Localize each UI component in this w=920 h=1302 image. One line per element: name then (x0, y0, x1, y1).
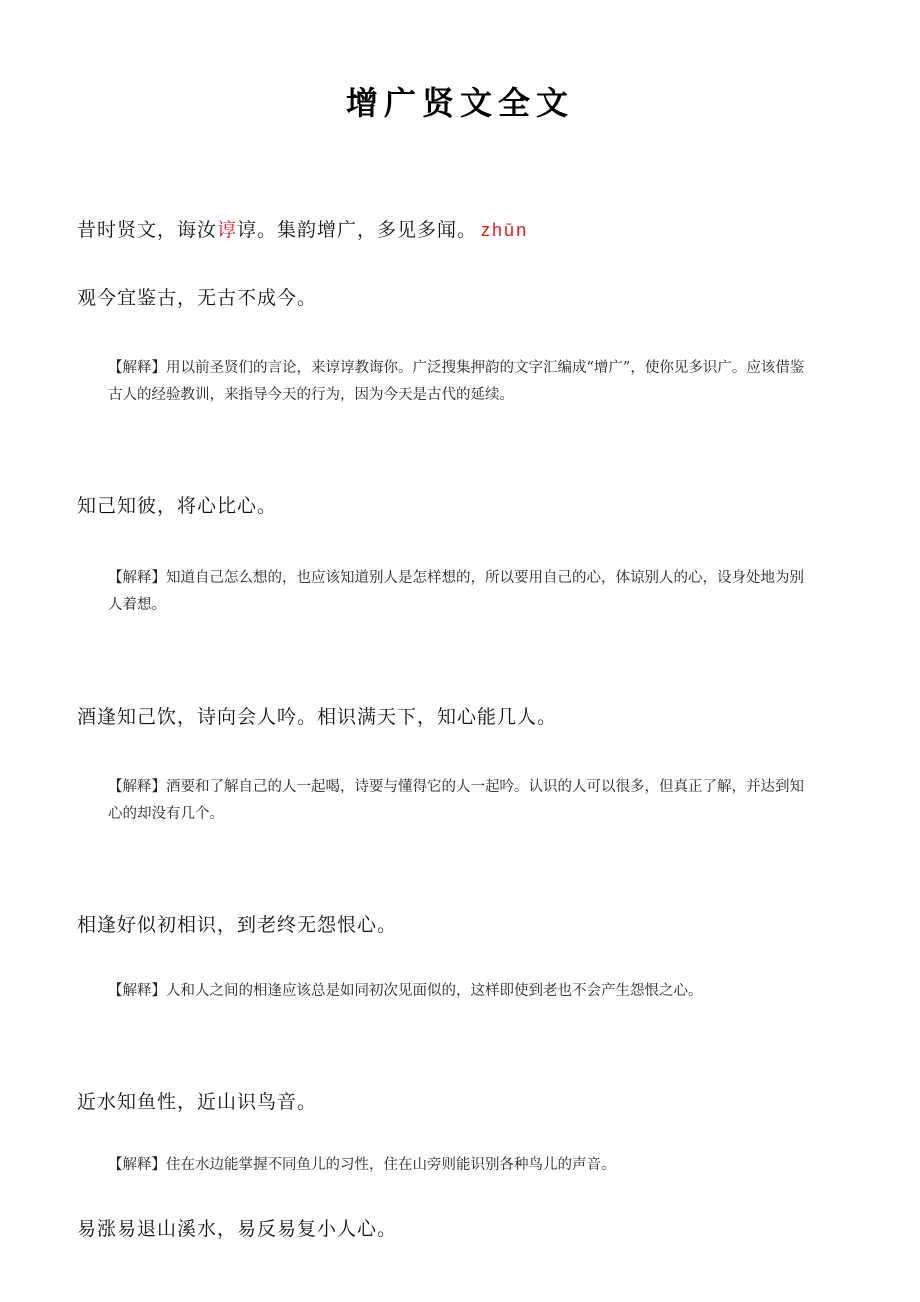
explanation-5: 【解释】住在水边能掌握不同鱼儿的习性，住在山旁则能识别各种鸟儿的声音。 (108, 1157, 616, 1173)
verse-text: 昔时贤文，诲汝 (77, 219, 218, 241)
explanation-3: 【解释】酒要和了解自己的人一起喝，诗要与懂得它的人一起吟。认识的人可以很多，但真正了解，并达到知心的却没有几个。 (108, 779, 804, 822)
verse-line-7: 易涨易退山溪水，易反易复小人心。 (77, 1218, 398, 1240)
explanation-2: 【解释】知道自己怎么想的，也应该知道别人是怎样想的，所以要用自己的心，体谅别人的心，设身处地为别人着想。 (108, 570, 804, 613)
verse-line-2: 观今宜鉴古，无古不成今。 (77, 287, 318, 309)
verse-line-4: 酒逢知己饮，诗向会人吟。相识满天下，知心能几人。 (77, 706, 558, 728)
explanation-4: 【解释】人和人之间的相逢应该总是如同初次见面似的，这样即使到老也不会产生怨恨之心。 (108, 983, 703, 999)
highlighted-character: 谆 (217, 219, 238, 241)
page-title: 增广贤文全文 (345, 84, 574, 122)
verse-text: 谆。集韵增广，多见多闻。 (237, 219, 478, 241)
pinyin-annotation: zhūn (481, 220, 529, 240)
verse-line-6: 近水知鱼性，近山识鸟音。 (77, 1091, 318, 1113)
verse-line-1 (77, 215, 528, 242)
verse-line-5: 相逢好似初相识，到老终无怨恨心。 (77, 914, 398, 936)
explanation-1: 【解释】用以前圣贤们的言论，来谆谆教诲你。广泛搜集押韵的文字汇编成“增广”，使你见多识广。应该借鉴古人的经验教训，来指导今天的行为，因为今天是古代的延续。 (108, 360, 805, 403)
verse-line-3: 知己知彼，将心比心。 (77, 495, 278, 517)
